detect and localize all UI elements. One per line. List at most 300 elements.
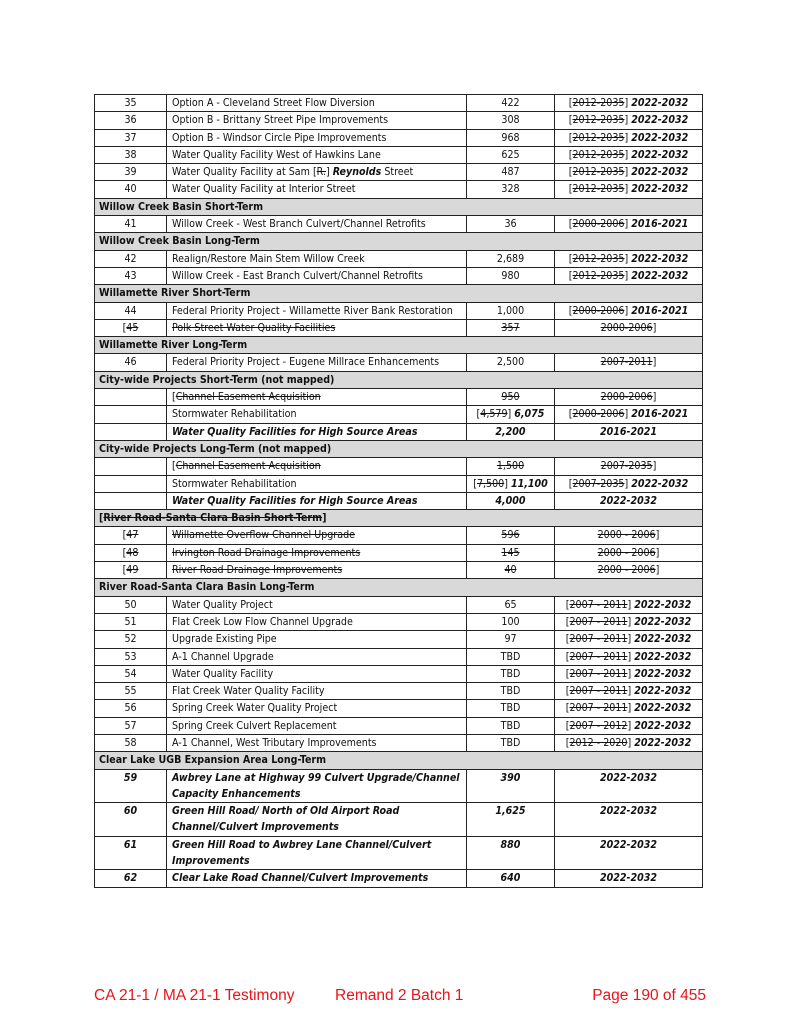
deleted-text: 2007 - 2011 <box>569 650 628 663</box>
added-text: 2022-2032 <box>634 598 692 611</box>
project-cost <box>467 302 555 319</box>
project-cost <box>467 95 555 112</box>
project-description <box>167 267 467 284</box>
cell-text: [ <box>565 702 570 715</box>
table-row <box>95 112 703 129</box>
deleted-text: 49 <box>126 564 139 577</box>
project-timeframe <box>555 389 703 406</box>
project-description <box>167 406 467 423</box>
table-row <box>95 319 703 336</box>
table-row <box>95 164 703 181</box>
project-description <box>167 648 467 665</box>
cell-text: ] <box>624 183 632 196</box>
cell-text: TBD <box>500 719 521 732</box>
section-header-row <box>95 198 703 215</box>
cell-text: Clear Lake UGB Expansion Area Long-Term <box>99 754 327 767</box>
deleted-text: 2000-2006 <box>572 304 625 317</box>
deleted-text: 2012-2035 <box>572 183 625 196</box>
cell-text: 37 <box>124 131 137 144</box>
added-text: 60 <box>123 805 138 818</box>
added-text: 61 <box>123 838 138 851</box>
added-text: Water Quality Facilities for High Source Areas <box>172 425 418 438</box>
cell-text: Option A - Cleveland Street Flow Diversion <box>172 97 375 109</box>
project-description <box>167 700 467 717</box>
project-description <box>167 95 467 112</box>
cell-text: City-wide Projects Short-Term (not mapped) <box>99 373 335 386</box>
project-description <box>167 458 467 475</box>
project-timeframe <box>555 458 703 475</box>
project-cost <box>467 648 555 665</box>
project-description <box>167 423 467 440</box>
section-header <box>95 440 703 457</box>
cell-text: ] <box>655 529 660 542</box>
project-number <box>95 596 167 613</box>
project-number <box>95 665 167 682</box>
cell-text: [ <box>568 183 573 196</box>
project-timeframe <box>555 870 703 887</box>
deleted-text: Willamette Overflow Channel Upgrade <box>172 529 355 542</box>
footer-page-number: Page 190 of 455 <box>592 987 706 1004</box>
project-description <box>167 250 467 267</box>
project-cost <box>467 146 555 163</box>
added-text: 2022-2032 <box>634 702 692 715</box>
deleted-text: R. <box>316 166 326 179</box>
added-text: 2022-2032 <box>631 131 689 144</box>
project-cost <box>467 700 555 717</box>
cell-text: 36 <box>504 218 517 231</box>
project-cost <box>467 544 555 561</box>
project-timeframe <box>555 683 703 700</box>
cell-text: ] <box>652 460 657 473</box>
project-timeframe <box>555 146 703 163</box>
cell-text: Upgrade Existing Pipe <box>172 633 277 646</box>
cell-text: 97 <box>504 633 517 646</box>
cell-text: Option B - Windsor Circle Pipe Improvements <box>172 131 387 144</box>
project-number <box>95 129 167 146</box>
project-timeframe <box>555 631 703 648</box>
cell-text: 57 <box>124 719 137 732</box>
project-number <box>95 112 167 129</box>
deleted-text: 2007 - 2011 <box>569 633 628 646</box>
cell-text: 2,500 <box>496 356 525 369</box>
section-header <box>95 579 703 596</box>
project-cost <box>467 631 555 648</box>
project-cost <box>467 129 555 146</box>
project-timeframe <box>555 319 703 336</box>
project-timeframe <box>555 803 703 837</box>
project-number <box>95 836 167 870</box>
added-text: 2022-2032 <box>631 269 689 282</box>
added-text: 2016-2021 <box>631 218 689 231</box>
deleted-text: 2000-2006 <box>600 391 653 404</box>
project-description <box>167 613 467 630</box>
deleted-text: Polk Street Water Quality Facilities <box>172 321 336 334</box>
cell-text: Stormwater Rehabilitation <box>172 408 297 421</box>
project-number <box>95 562 167 579</box>
project-cost <box>467 665 555 682</box>
cell-text: 54 <box>124 667 137 680</box>
project-timeframe <box>555 492 703 509</box>
cell-text: [ <box>122 529 127 542</box>
added-text: 4,000 <box>495 494 526 507</box>
cell-text: 55 <box>124 685 137 698</box>
cell-text: Water Quality Project <box>172 598 273 611</box>
project-timeframe <box>555 734 703 751</box>
cell-text: ] <box>507 408 515 421</box>
cell-text: Spring Creek Culvert Replacement <box>172 719 337 732</box>
project-cost <box>467 717 555 734</box>
project-number <box>95 181 167 198</box>
cell-text: [ <box>565 633 570 646</box>
cell-text: ] <box>627 667 635 680</box>
table-row <box>95 492 703 509</box>
project-description <box>167 631 467 648</box>
added-text: 2022-2032 <box>634 667 692 680</box>
added-text: Water Quality Facilities for High Source Areas <box>172 494 418 507</box>
cell-text: [ <box>172 460 176 473</box>
project-description <box>167 302 467 319</box>
table-row <box>95 458 703 475</box>
deleted-text: 45 <box>126 321 139 334</box>
added-text: Reynolds <box>332 166 382 179</box>
deleted-text: 47 <box>126 529 139 542</box>
deleted-text: 2000 - 2006 <box>597 546 656 559</box>
cell-text: TBD <box>500 650 521 663</box>
deleted-text: 2007 - 2012 <box>569 719 628 732</box>
deleted-text: 2007 - 2011 <box>569 667 628 680</box>
table-row <box>95 129 703 146</box>
cell-text: [ <box>565 667 570 680</box>
cell-text: ] <box>624 304 632 317</box>
project-timeframe <box>555 562 703 579</box>
added-text: 2022-2032 <box>634 719 692 732</box>
project-description <box>167 527 467 544</box>
table-row <box>95 717 703 734</box>
footer-batch: Remand 2 Batch 1 <box>335 987 464 1004</box>
cell-text: 100 <box>501 615 520 628</box>
project-timeframe <box>555 423 703 440</box>
project-timeframe <box>555 544 703 561</box>
table-row <box>95 544 703 561</box>
cell-text: ] <box>322 512 327 525</box>
table-row <box>95 562 703 579</box>
added-text: 2016-2021 <box>631 408 689 421</box>
deleted-text: 7,500 <box>476 477 505 490</box>
deleted-text: 2000-2006 <box>572 408 625 421</box>
cell-text: Willow Creek Basin Short-Term <box>99 200 264 213</box>
deleted-text: 2007 - 2011 <box>569 702 628 715</box>
table-row <box>95 683 703 700</box>
cell-text: TBD <box>500 667 521 680</box>
project-description <box>167 734 467 751</box>
project-number <box>95 734 167 751</box>
project-description <box>167 146 467 163</box>
cell-text: 39 <box>124 166 137 179</box>
table-row <box>95 302 703 319</box>
cell-text: [ <box>568 269 573 282</box>
deleted-text: 2012-2035 <box>572 166 625 179</box>
project-timeframe <box>555 700 703 717</box>
cell-text: 56 <box>124 702 137 715</box>
project-timeframe <box>555 95 703 112</box>
project-cost <box>467 112 555 129</box>
cell-text: ] <box>627 615 635 628</box>
table-row <box>95 769 703 803</box>
cell-text: [ <box>565 719 570 732</box>
project-number <box>95 302 167 319</box>
cell-text: [ <box>568 166 573 179</box>
cell-text: ] <box>627 650 635 663</box>
table-row <box>95 181 703 198</box>
cell-text: Willow Creek Basin Long-Term <box>99 235 260 248</box>
cell-text: ] <box>624 408 632 421</box>
project-timeframe <box>555 354 703 371</box>
project-timeframe <box>555 302 703 319</box>
cell-text: [ <box>565 685 570 698</box>
cell-text: Flat Creek Low Flow Channel Upgrade <box>172 615 353 628</box>
deleted-text: 2012 - 2020 <box>569 736 628 749</box>
table-row <box>95 665 703 682</box>
added-text: 11,100 <box>510 477 548 490</box>
project-cost <box>467 389 555 406</box>
added-text: 2022-2032 <box>599 494 657 507</box>
project-number <box>95 648 167 665</box>
project-table <box>94 94 703 888</box>
added-text: 2022-2032 <box>634 615 692 628</box>
project-timeframe <box>555 769 703 803</box>
deleted-text: 2000 - 2006 <box>597 564 656 577</box>
cell-text: [ <box>568 477 573 490</box>
project-cost <box>467 596 555 613</box>
cell-text: ] <box>652 321 657 334</box>
cell-text: ] <box>504 477 511 490</box>
cell-text: Option B - Brittany Street Pipe Improvements <box>172 114 389 127</box>
cell-text: [ <box>568 218 573 231</box>
added-text: 2022-2032 <box>599 771 657 784</box>
deleted-text: 40 <box>504 564 517 577</box>
deleted-text: 2007 - 2011 <box>569 685 628 698</box>
project-cost <box>467 406 555 423</box>
project-number <box>95 267 167 284</box>
project-number <box>95 769 167 803</box>
added-text: 2022-2032 <box>631 166 689 179</box>
section-header <box>95 752 703 769</box>
cell-text: ] <box>627 736 635 749</box>
project-cost <box>467 803 555 837</box>
deleted-text: 2012-2035 <box>572 269 625 282</box>
cell-text: ] <box>624 477 632 490</box>
project-description <box>167 544 467 561</box>
project-cost <box>467 870 555 887</box>
cell-text: ] <box>655 564 660 577</box>
added-text: 640 <box>500 872 521 885</box>
deleted-text: 48 <box>126 546 139 559</box>
cell-text: 422 <box>501 97 520 109</box>
added-text: 2022-2032 <box>631 97 689 109</box>
cell-text: ] <box>624 131 632 144</box>
cell-text: ] <box>627 719 635 732</box>
deleted-text: Irvington Road Drainage Improvements <box>172 546 361 559</box>
added-text: 880 <box>500 838 521 851</box>
deleted-text: Channel Easement Acquisition <box>175 460 321 473</box>
added-text: 2022-2032 <box>634 736 692 749</box>
table-row <box>95 95 703 112</box>
project-description <box>167 683 467 700</box>
project-description <box>167 492 467 509</box>
added-text: 2022-2032 <box>634 633 692 646</box>
cell-text: 44 <box>124 304 137 317</box>
project-description <box>167 665 467 682</box>
project-timeframe <box>555 596 703 613</box>
cell-text: 58 <box>124 736 137 749</box>
project-cost <box>467 164 555 181</box>
cell-text: 46 <box>124 356 137 369</box>
project-description <box>167 562 467 579</box>
project-description <box>167 354 467 371</box>
project-number <box>95 492 167 509</box>
cell-text: [ <box>122 564 127 577</box>
cell-text: 53 <box>124 650 137 663</box>
cell-text: Water Quality Facility West of Hawkins Lane <box>172 148 381 161</box>
cell-text: Spring Creek Water Quality Project <box>172 702 338 715</box>
project-description <box>167 216 467 233</box>
cell-text: A-1 Channel, West Tributary Improvements <box>172 736 377 749</box>
added-text: 2022-2032 <box>599 838 657 851</box>
added-text: 1,625 <box>495 805 526 818</box>
cell-text: A-1 Channel Upgrade <box>172 650 274 663</box>
deleted-text: 2012-2035 <box>572 148 625 161</box>
deleted-text: 2007-2011 <box>600 356 653 369</box>
cell-text: [ <box>473 477 477 490</box>
project-number <box>95 319 167 336</box>
section-header-row <box>95 337 703 354</box>
deleted-text: 4,579 <box>480 408 508 421</box>
project-timeframe <box>555 648 703 665</box>
cell-text: ] <box>627 598 635 611</box>
table-row <box>95 734 703 751</box>
deleted-text: 2007-2035 <box>600 460 653 473</box>
section-header <box>95 337 703 354</box>
cell-text: [ <box>568 252 573 265</box>
deleted-text: Channel Easement Acquisition <box>175 391 321 404</box>
cell-text: 43 <box>124 269 137 282</box>
cell-text: [ <box>99 512 104 525</box>
cell-text: ] <box>652 356 657 369</box>
cell-text: ] <box>624 148 632 161</box>
cell-text: 328 <box>501 183 520 196</box>
section-header-row <box>95 371 703 388</box>
section-header-row <box>95 233 703 250</box>
project-number <box>95 544 167 561</box>
deleted-text: River Road-Santa Clara Basin Short-Term <box>103 512 323 525</box>
section-header-row <box>95 285 703 302</box>
project-cost <box>467 319 555 336</box>
deleted-text: 2000-2006 <box>572 218 625 231</box>
cell-text: ] <box>624 252 632 265</box>
added-text: 2022-2032 <box>631 252 689 265</box>
added-text: 2022-2032 <box>599 872 657 885</box>
table-row <box>95 596 703 613</box>
project-number <box>95 527 167 544</box>
table-row <box>95 648 703 665</box>
cell-text: [ <box>565 615 570 628</box>
added-text: 2016-2021 <box>631 304 689 317</box>
project-number <box>95 146 167 163</box>
cell-text: 51 <box>124 615 137 628</box>
cell-text: [ <box>568 131 573 144</box>
added-text: Awbrey Lane at Highway 99 Culvert Upgrade/Channel Capacity Enhancements <box>172 771 460 800</box>
section-header <box>95 285 703 302</box>
cell-text: 40 <box>124 183 137 196</box>
project-cost <box>467 562 555 579</box>
cell-text: Realign/Restore Main Stem Willow Creek <box>172 252 365 265</box>
project-cost <box>467 527 555 544</box>
project-timeframe <box>555 475 703 492</box>
section-header <box>95 233 703 250</box>
project-cost <box>467 836 555 870</box>
project-cost <box>467 216 555 233</box>
project-cost <box>467 423 555 440</box>
deleted-text: 2012-2035 <box>572 131 625 144</box>
table-row <box>95 836 703 870</box>
project-timeframe <box>555 267 703 284</box>
cell-text: [ <box>565 598 570 611</box>
project-number <box>95 700 167 717</box>
cell-text: ] <box>325 166 333 179</box>
project-cost <box>467 734 555 751</box>
cell-text: [ <box>122 546 127 559</box>
cell-text: Willow Creek - East Branch Culvert/Channel Retrofits <box>172 269 423 282</box>
deleted-text: 357 <box>501 321 520 334</box>
table-row <box>95 700 703 717</box>
cell-text: ] <box>652 391 657 404</box>
project-number <box>95 95 167 112</box>
added-text: 62 <box>123 872 138 885</box>
project-description <box>167 803 467 837</box>
deleted-text: 1,500 <box>496 460 525 473</box>
project-cost <box>467 613 555 630</box>
table-row <box>95 423 703 440</box>
cell-text: [ <box>568 114 573 127</box>
cell-text: Stormwater Rehabilitation <box>172 477 297 490</box>
project-description <box>167 836 467 870</box>
cell-text: ] <box>655 546 660 559</box>
project-description <box>167 717 467 734</box>
project-cost <box>467 475 555 492</box>
project-description <box>167 769 467 803</box>
project-cost <box>467 267 555 284</box>
deleted-text: 2012-2035 <box>572 252 625 265</box>
section-header-row <box>95 440 703 457</box>
added-text: 2022-2032 <box>634 650 692 663</box>
section-header <box>95 371 703 388</box>
table-row <box>95 631 703 648</box>
cell-text: 625 <box>501 148 520 161</box>
table-row <box>95 475 703 492</box>
deleted-text: 2007 - 2011 <box>569 598 628 611</box>
project-number <box>95 250 167 267</box>
cell-text: Willow Creek - West Branch Culvert/Channel Retrofits <box>172 218 426 231</box>
project-description <box>167 181 467 198</box>
project-timeframe <box>555 216 703 233</box>
cell-text: [ <box>476 408 481 421</box>
cell-text: 980 <box>501 269 520 282</box>
cell-text: Willamette River Short-Term <box>99 287 251 300</box>
cell-text: [ <box>568 304 573 317</box>
added-text: 2,200 <box>495 425 526 438</box>
table-row <box>95 146 703 163</box>
cell-text: [ <box>565 650 570 663</box>
